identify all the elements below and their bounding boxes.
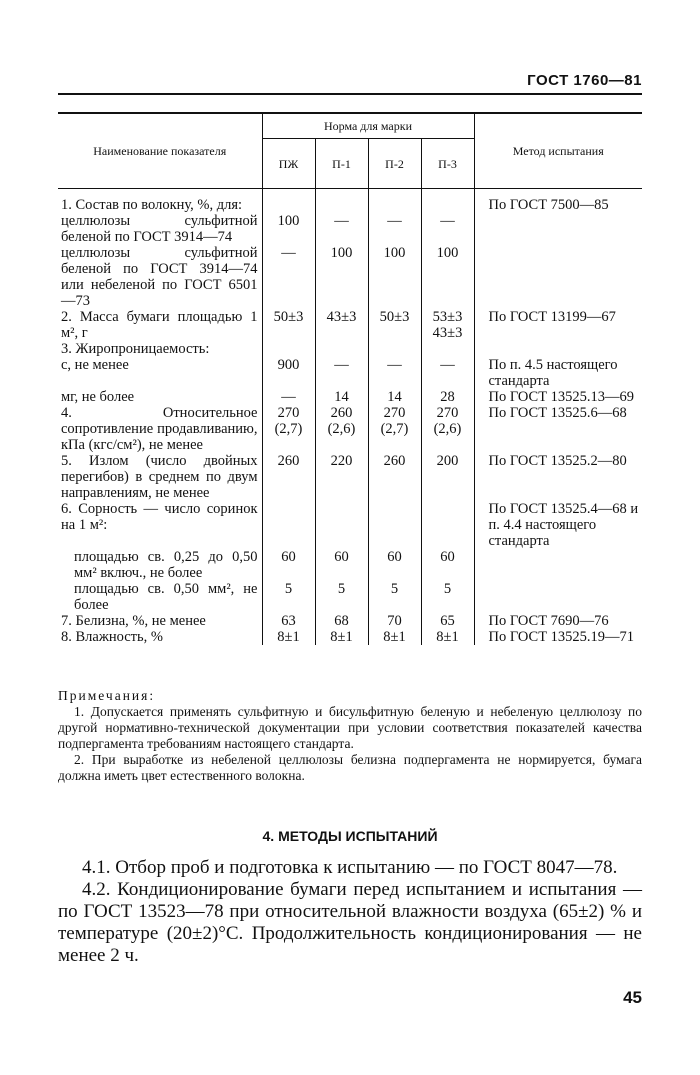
row-value: 270 (2,7) xyxy=(262,405,315,453)
row-value: 5 xyxy=(421,581,474,613)
row-value: 68 xyxy=(315,613,368,629)
row-name: с, не менее xyxy=(61,357,129,373)
indicators-table xyxy=(58,112,642,645)
col-header-grade: П-1 xyxy=(315,139,368,189)
row-name: 4. Относительное сопротивление продавливанию, кПа (кгс/см²), не менее xyxy=(61,405,258,453)
document-code: ГОСТ 1760—81 xyxy=(527,72,642,89)
row-name: площадью св. 0,50 мм², не более xyxy=(74,581,258,613)
row-value: 100 xyxy=(315,245,368,309)
row-value: 14 xyxy=(315,389,368,405)
row-value: 50±3 xyxy=(262,309,315,341)
table-row xyxy=(58,453,642,501)
row-value: 100 xyxy=(262,213,315,245)
notes-block xyxy=(58,688,642,784)
table-body xyxy=(58,189,642,646)
row-value: 100 xyxy=(421,245,474,309)
row-value xyxy=(368,501,421,549)
row-method: По п. 4.5 настоящего стандарта xyxy=(474,357,642,389)
table-row xyxy=(58,629,642,645)
row-value: — xyxy=(315,357,368,389)
row-method: По ГОСТ 13525.6—68 xyxy=(474,405,642,453)
row-value: 100 xyxy=(368,245,421,309)
row-value: 900 xyxy=(262,357,315,389)
row-value: 260 (2,6) xyxy=(315,405,368,453)
row-value xyxy=(421,501,474,549)
note-item: 1. Допускается применять сульфитную и бисульфитную беленую и небеленую целлюлозу по другой нормативно-технической документации при условии соответствия показателей качества подпергамента требованиям настоящего стандарта. xyxy=(58,704,642,751)
row-method: По ГОСТ 7500—85 xyxy=(474,189,642,214)
row-name: 3. Жиропроницаемость: xyxy=(61,341,210,357)
row-value xyxy=(315,341,368,357)
row-value: 5 xyxy=(368,581,421,613)
row-value: 260 xyxy=(368,453,421,501)
table-row xyxy=(58,405,642,453)
row-method xyxy=(474,213,642,245)
row-value xyxy=(421,189,474,214)
row-value: 220 xyxy=(315,453,368,501)
table-row xyxy=(58,341,642,357)
row-method: По ГОСТ 13525.19—71 xyxy=(474,629,642,645)
section-body xyxy=(58,857,642,967)
row-value: 60 xyxy=(315,549,368,581)
table-row xyxy=(58,357,642,389)
section-title: 4. МЕТОДЫ ИСПЫТАНИЙ xyxy=(262,828,438,844)
row-value: 5 xyxy=(315,581,368,613)
row-method: По ГОСТ 13199—67 xyxy=(474,309,642,341)
row-value: 8±1 xyxy=(315,629,368,645)
row-value: — xyxy=(368,357,421,389)
row-method: По ГОСТ 13525.2—80 xyxy=(474,453,642,501)
row-value: — xyxy=(262,389,315,405)
row-value: 70 xyxy=(368,613,421,629)
row-value: 8±1 xyxy=(421,629,474,645)
row-value: 8±1 xyxy=(368,629,421,645)
row-name: 8. Влажность, % xyxy=(61,629,163,645)
col-header-grade: ПЖ xyxy=(262,139,315,189)
row-value: — xyxy=(315,213,368,245)
table-row xyxy=(58,309,642,341)
row-value xyxy=(262,189,315,214)
row-value: — xyxy=(421,357,474,389)
row-value: 260 xyxy=(262,453,315,501)
row-value xyxy=(421,341,474,357)
row-value: — xyxy=(368,213,421,245)
row-value: 60 xyxy=(368,549,421,581)
table-row xyxy=(58,549,642,581)
row-value: 60 xyxy=(262,549,315,581)
row-method xyxy=(474,341,642,357)
row-value xyxy=(315,501,368,549)
table-row xyxy=(58,245,642,309)
paragraph: 4.1. Отбор проб и подготовка к испытанию — по ГОСТ 8047—78. xyxy=(82,857,618,878)
row-value: 60 xyxy=(421,549,474,581)
col-header-norm: Норма для марки xyxy=(262,113,474,139)
paragraph: 4.2. Кондиционирование бумаги перед испытанием и испытания — по ГОСТ 13523—78 при относительной влажности воздуха (65±2) % и температуре (20±2)°С. Продолжительность кондиционирования — не менее 2 ч. xyxy=(58,879,642,966)
row-method: По ГОСТ 13525.4—68 и п. 4.4 настоящего стандарта xyxy=(474,501,642,549)
table-row xyxy=(58,189,642,214)
row-name: 1. Состав по волокну, %, для: xyxy=(61,197,243,213)
row-value: 53±3 43±3 xyxy=(421,309,474,341)
row-value: — xyxy=(421,213,474,245)
row-value xyxy=(315,189,368,214)
row-value: 270 (2,6) xyxy=(421,405,474,453)
table-row xyxy=(58,501,642,549)
row-name: 7. Белизна, %, не менее xyxy=(61,613,206,629)
row-value: 28 xyxy=(421,389,474,405)
page-number: 45 xyxy=(623,988,642,1007)
row-value xyxy=(368,189,421,214)
row-method xyxy=(474,245,642,309)
row-value: 50±3 xyxy=(368,309,421,341)
col-header-grade: П-3 xyxy=(421,139,474,189)
row-name: целлюлозы сульфитной беленой по ГОСТ 3914—74 или небеленой по ГОСТ 6501—73 xyxy=(61,245,258,309)
row-value xyxy=(262,501,315,549)
row-method xyxy=(474,549,642,581)
table-row xyxy=(58,581,642,613)
row-value xyxy=(368,341,421,357)
header-rule xyxy=(58,93,642,95)
row-value: 8±1 xyxy=(262,629,315,645)
row-value: 43±3 xyxy=(315,309,368,341)
row-method xyxy=(474,581,642,613)
col-header-name: Наименование показателя xyxy=(58,113,262,189)
notes-title: Примечания: xyxy=(58,688,156,703)
row-value: — xyxy=(262,245,315,309)
row-method: По ГОСТ 13525.13—69 xyxy=(474,389,642,405)
row-name: целлюлозы сульфитной беленой по ГОСТ 3914—74 xyxy=(61,213,258,245)
note-item: 2. При выработке из небеленой целлюлозы белизна подпергамента не нормируется, бумага должна иметь цвет естественного волокна. xyxy=(58,752,642,783)
row-name: 2. Масса бумаги площадью 1 м², г xyxy=(61,309,258,341)
row-value xyxy=(262,341,315,357)
col-header-method: Метод испытания xyxy=(474,113,642,189)
row-name: 6. Сорность — число соринок на 1 м²: xyxy=(61,501,258,533)
row-value: 270 (2,7) xyxy=(368,405,421,453)
col-header-grade: П-2 xyxy=(368,139,421,189)
table-row xyxy=(58,213,642,245)
row-value: 200 xyxy=(421,453,474,501)
row-value: 65 xyxy=(421,613,474,629)
table-row xyxy=(58,613,642,629)
row-method: По ГОСТ 7690—76 xyxy=(474,613,642,629)
row-value: 5 xyxy=(262,581,315,613)
row-name: мг, не более xyxy=(61,389,135,405)
table-row xyxy=(58,389,642,405)
row-value: 14 xyxy=(368,389,421,405)
row-name: 5. Излом (число двойных перегибов) в среднем по двум направлениям, не менее xyxy=(61,453,258,501)
row-value: 63 xyxy=(262,613,315,629)
row-name: площадью св. 0,25 до 0,50 мм² включ., не более xyxy=(74,549,258,581)
